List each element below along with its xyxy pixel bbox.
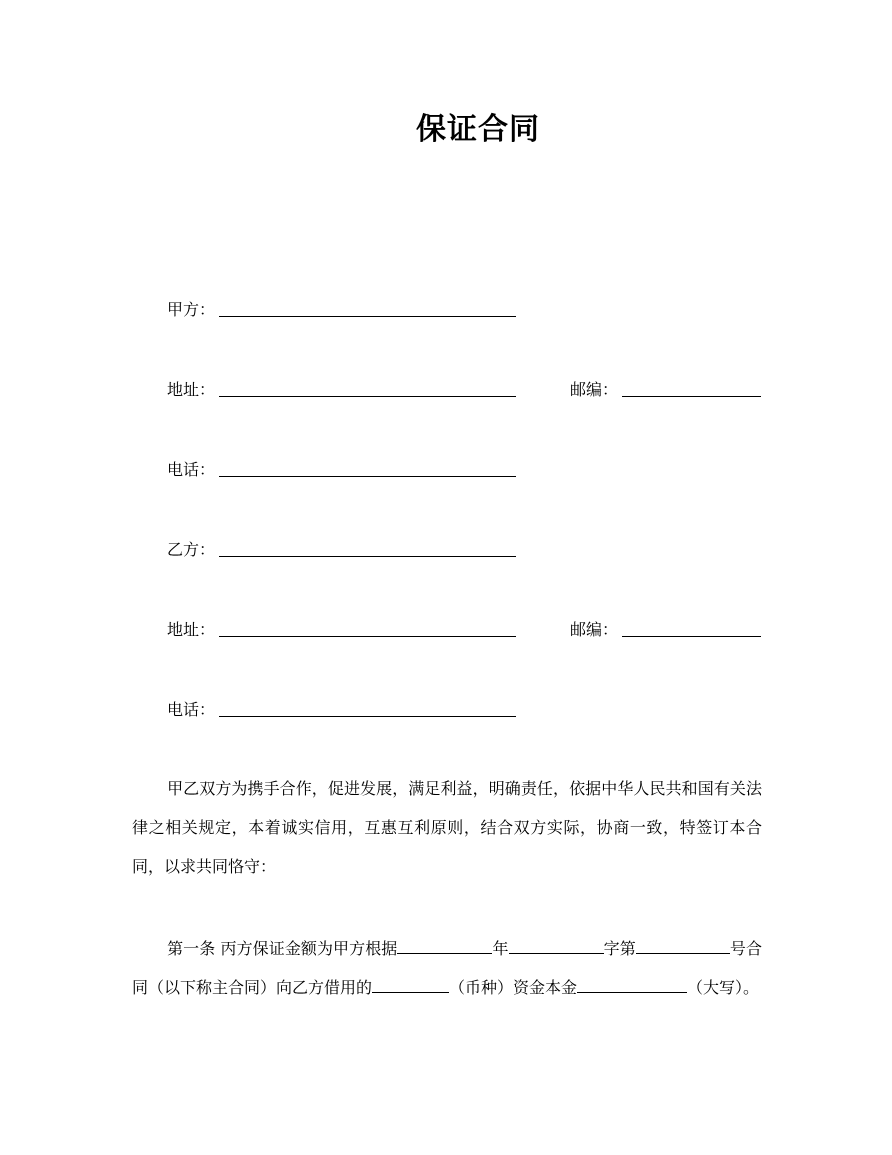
article-1-text-4: 号合同（以下称主合同）向乙方借用的 xyxy=(132,939,762,997)
party-b-address-blank[interactable] xyxy=(219,620,516,637)
article-1-paragraph xyxy=(132,929,762,1007)
preamble-text: 甲乙双方为携手合作，促进发展，满足利益，明确责任，依据中华人民共和国有关法律之相关规定，本着诚实信用，互惠互利原则，结合双方实际，协商一致，特签订本合同，以求共同恪守： xyxy=(132,779,762,876)
party-a-name-label: 甲方： xyxy=(167,300,216,319)
party-a-address-blank[interactable] xyxy=(219,380,516,397)
article-1-text-6: （大写）。 xyxy=(687,978,760,997)
preamble-paragraph xyxy=(132,769,762,886)
article-1-text-1: 第一条 丙方保证金额为甲方根据 xyxy=(167,939,398,958)
party-a-postcode-label: 邮编： xyxy=(570,380,619,399)
party-b-name-blank[interactable] xyxy=(219,540,516,557)
party-b-postcode-blank[interactable] xyxy=(622,620,761,637)
party-a-name-blank[interactable] xyxy=(219,300,516,317)
article-1-text-3: 字第 xyxy=(603,939,636,958)
article-1-text-2: 年 xyxy=(492,939,509,958)
article-1-text-5: （币种）资金本金 xyxy=(449,978,578,997)
document-title: 保证合同 xyxy=(416,112,540,147)
currency-blank[interactable] xyxy=(372,977,449,993)
principal-amount-blank[interactable] xyxy=(577,977,687,993)
party-a-phone-blank[interactable] xyxy=(219,460,516,477)
loan-contract-year-blank[interactable] xyxy=(397,938,492,954)
party-a-postcode-blank[interactable] xyxy=(622,380,761,397)
loan-contract-prefix-blank[interactable] xyxy=(509,938,604,954)
party-a-phone-label: 电话： xyxy=(167,460,216,479)
party-b-address-label: 地址： xyxy=(167,620,216,639)
party-b-phone-blank[interactable] xyxy=(219,700,516,717)
loan-contract-number-blank[interactable] xyxy=(636,938,730,954)
party-b-name-label: 乙方： xyxy=(167,540,216,559)
party-a-address-label: 地址： xyxy=(167,380,216,399)
party-b-phone-label: 电话： xyxy=(167,700,216,719)
party-b-postcode-label: 邮编： xyxy=(570,620,619,639)
